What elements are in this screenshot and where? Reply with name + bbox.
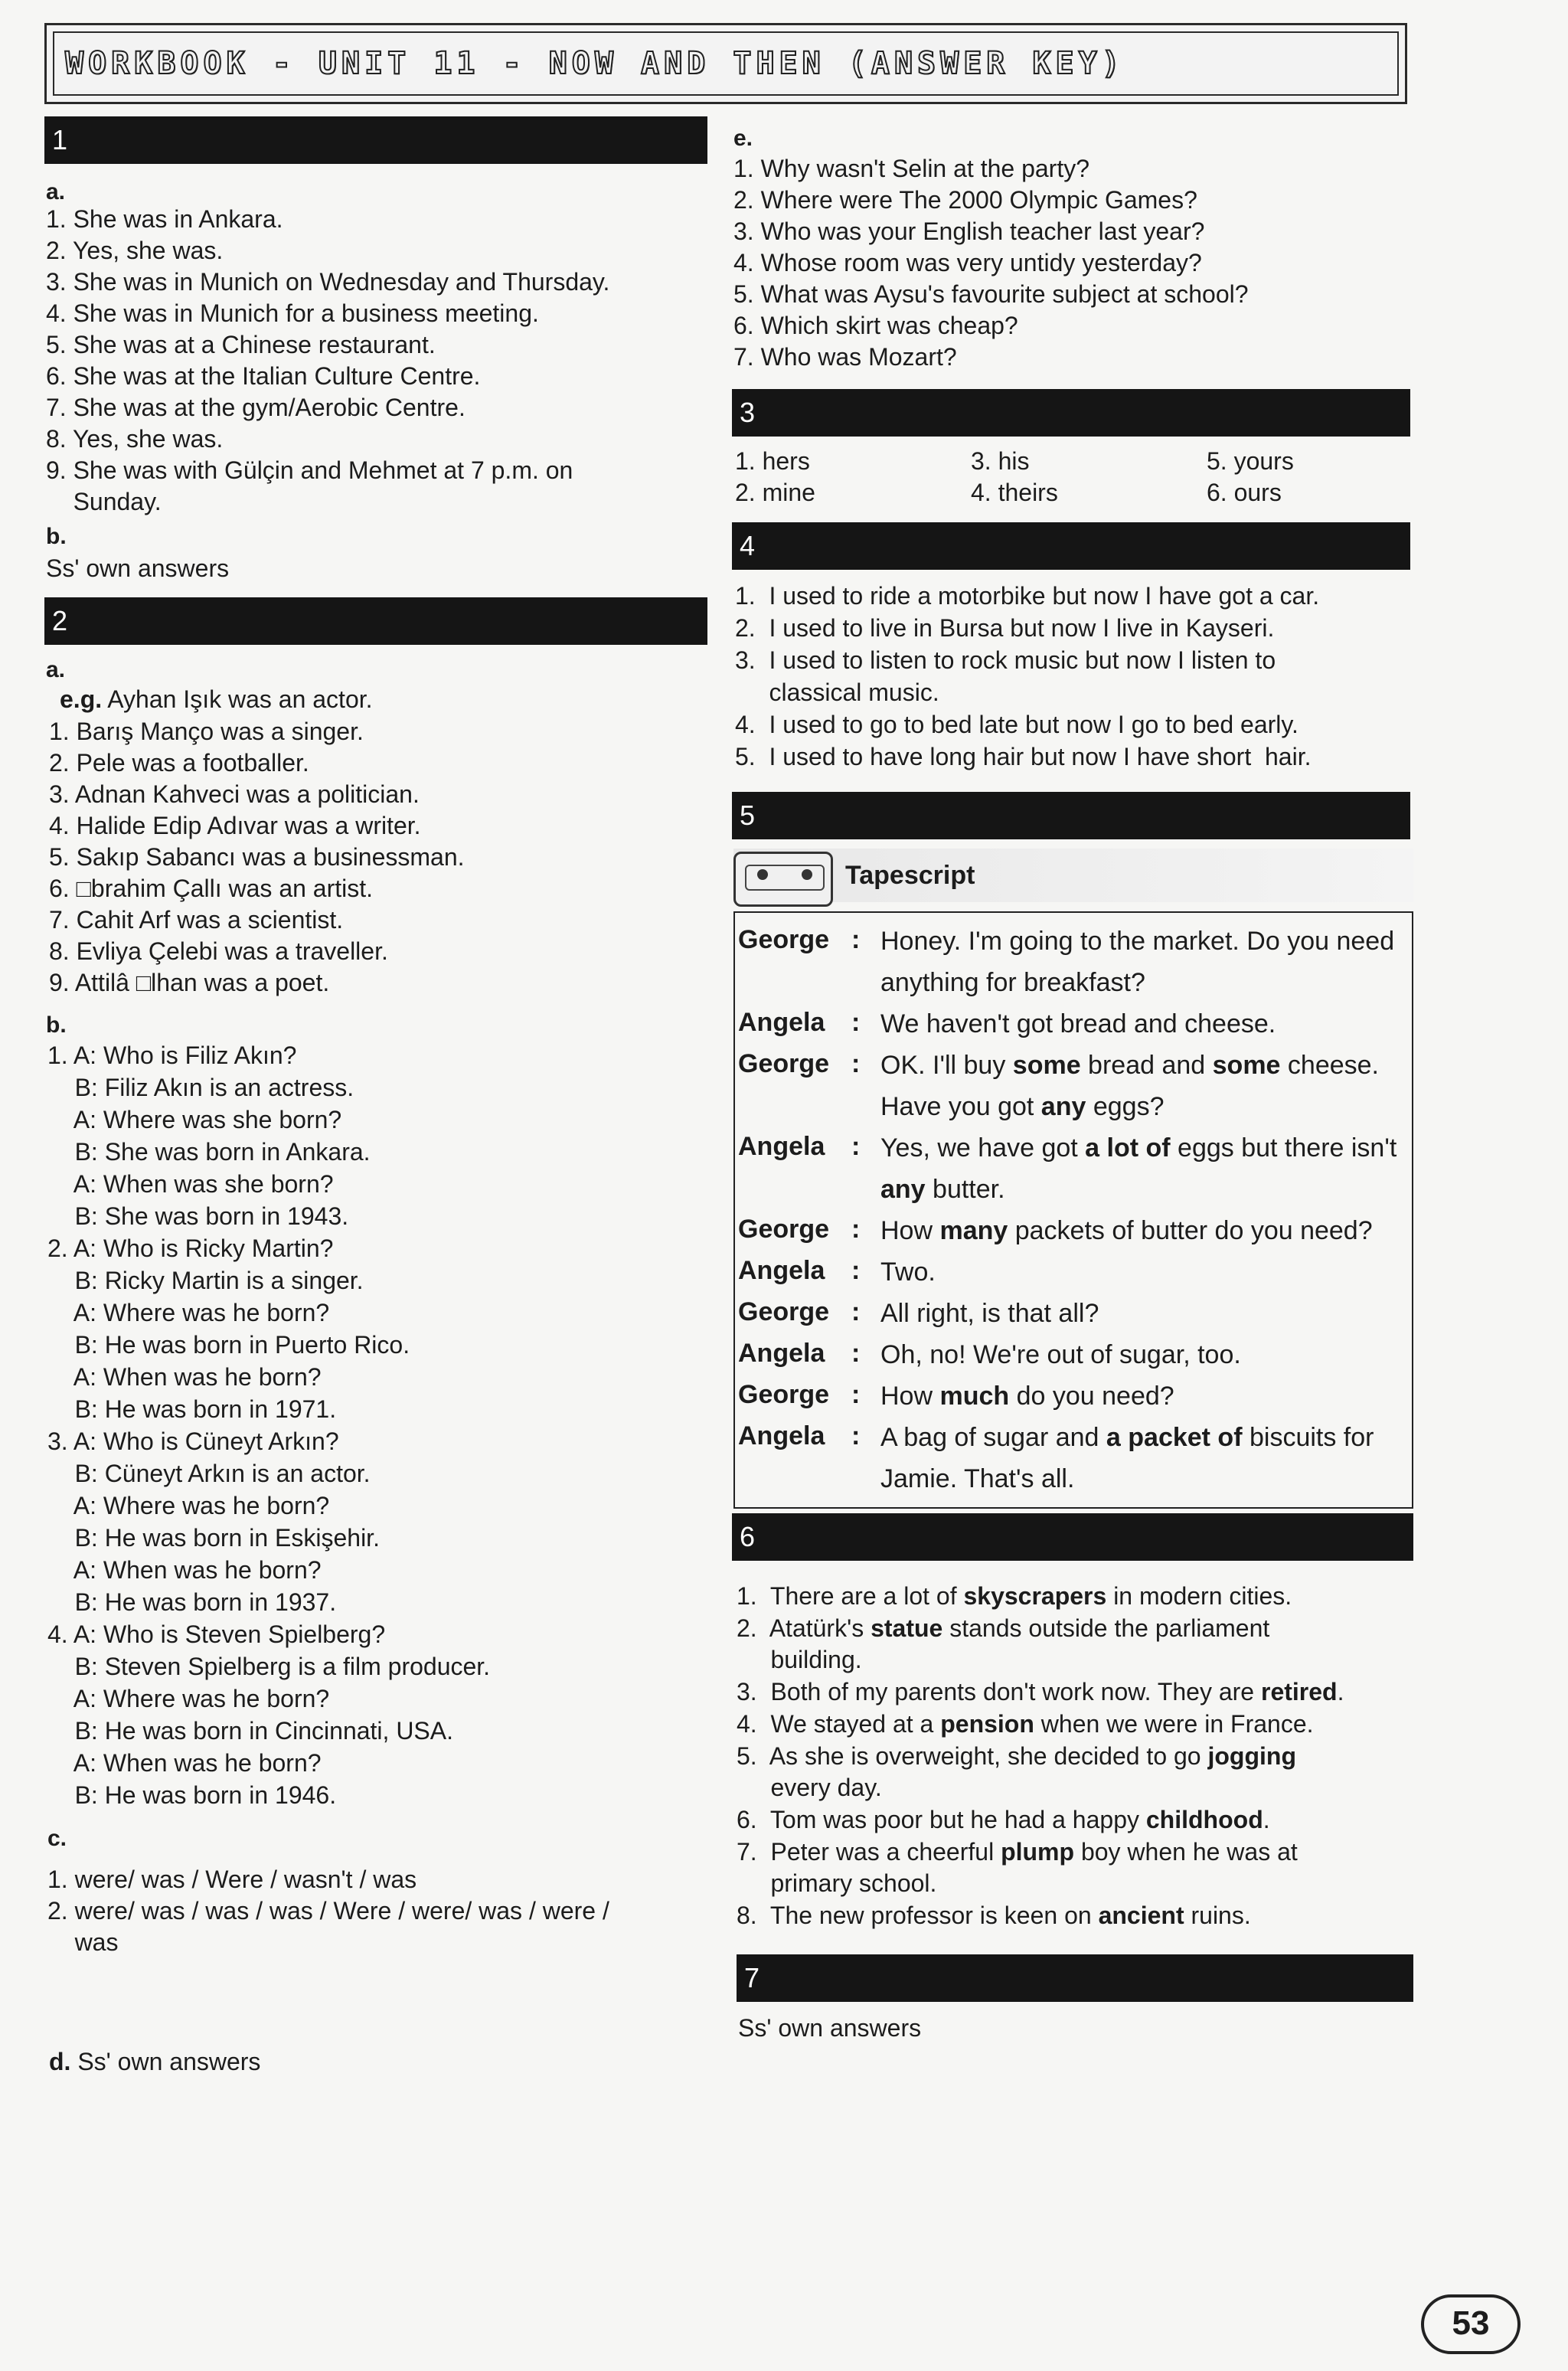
list-item: A: When was he born? (47, 1363, 322, 1391)
list-item: A: Where was she born? (47, 1106, 342, 1133)
list-item: A: When was she born? (47, 1170, 334, 1198)
dialogue-line: We haven't got bread and cheese. (880, 1009, 1276, 1038)
list-item: every day. (737, 1774, 882, 1801)
list-item: classical music. (735, 679, 939, 706)
section-6-number: 6 (740, 1521, 756, 1552)
list-item: B: Steven Spielberg is a film producer. (47, 1653, 491, 1680)
page-title: WORKBOOK - UNIT 11 - NOW AND THEN (ANSWER KEY) (65, 46, 1125, 81)
list-item: 4. theirs (971, 479, 1058, 506)
colon: : (851, 925, 861, 954)
list-item: 8. The new professor is keen on ancient ruins. (737, 1902, 1251, 1929)
list-item: 3. Adnan Kahveci was a politician. (49, 780, 420, 808)
colon: : (851, 1215, 861, 1244)
list-item: 2. I used to live in Bursa but now I live in Kayseri. (735, 614, 1275, 642)
section-2-header (44, 597, 707, 645)
list-item: 3. his (971, 447, 1030, 475)
speaker-name: George (738, 1215, 830, 1244)
list-item: B: He was born in 1971. (47, 1395, 337, 1423)
colon: : (851, 1339, 861, 1368)
section-1-header (44, 116, 707, 164)
list-item: 3. Both of my parents don't work now. They are retired. (737, 1678, 1344, 1705)
list-item: 4. Halide Edip Adıvar was a writer. (49, 812, 421, 839)
section-1-number: 1 (52, 124, 68, 155)
list-item: building. (737, 1646, 862, 1673)
colon: : (851, 1297, 861, 1326)
list-item: was (47, 1928, 119, 1956)
list-item: B: He was born in 1946. (47, 1781, 337, 1809)
list-item: 5. Sakıp Sabancı was a businessman. (49, 843, 465, 871)
list-item: 2. Pele was a footballer. (49, 749, 309, 777)
list-item: B: He was born in Puerto Rico. (47, 1331, 410, 1359)
s2-b-label: b. (46, 1012, 67, 1038)
dialogue-line: A bag of sugar and a packet of biscuits for Jamie. That's all. (880, 1423, 1374, 1493)
eg-label: e.g. (60, 685, 103, 713)
section-6-header (732, 1513, 1413, 1561)
colon: : (851, 1008, 861, 1037)
list-item: 5. I used to have long hair but now I have short hair. (735, 743, 1312, 770)
title-frame (53, 31, 1399, 96)
s1-b-label: b. (46, 524, 67, 549)
list-item: 4. A: Who is Steven Spielberg? (47, 1620, 386, 1648)
dialogue-line: Honey. I'm going to the market. Do you need anything for breakfast? (880, 927, 1395, 997)
list-item: 2. were/ was / was / was / Were / were/ was / were / (47, 1897, 609, 1925)
list-item: 4. We stayed at a pension when we were in France. (737, 1710, 1314, 1738)
s2-d-label: d. (49, 2048, 71, 2075)
speaker-name: George (738, 1380, 830, 1409)
list-item: A: Where was he born? (47, 1299, 330, 1326)
list-item: A: When was he born? (47, 1749, 322, 1777)
list-item: 6. She was at the Italian Culture Centre. (46, 362, 481, 390)
list-item: 3. She was in Munich on Wednesday and Thursday. (46, 268, 610, 296)
s2-d-text: Ss' own answers (70, 2048, 261, 2075)
section-3-number: 3 (740, 397, 756, 428)
list-item: 8. Evliya Çelebi was a traveller. (49, 937, 388, 965)
list-item: 5. As she is overweight, she decided to go jogging (737, 1742, 1296, 1770)
list-item: 1. were/ was / Were / wasn't / was (47, 1866, 417, 1893)
eg-text: Ayhan Işık was an actor. (102, 685, 373, 713)
cassette-reel (757, 869, 768, 880)
section-2-number: 2 (52, 605, 68, 636)
colon: : (851, 1049, 861, 1078)
list-item: 1. Why wasn't Selin at the party? (733, 155, 1089, 182)
list-item: 3. I used to listen to rock music but now I listen to (735, 646, 1276, 674)
list-item: 6. Tom was poor but he had a happy childhood. (737, 1806, 1270, 1833)
dialogue-line: OK. I'll buy some bread and some cheese. Have you got any eggs? (880, 1051, 1379, 1121)
list-item: B: She was born in 1943. (47, 1202, 349, 1230)
list-item: 5. She was at a Chinese restaurant. (46, 331, 436, 358)
list-item: 4. Whose room was very untidy yesterday? (733, 249, 1202, 276)
speaker-name: Angela (738, 1132, 825, 1161)
list-item: 2. Yes, she was. (46, 237, 224, 264)
list-item: 4. I used to go to bed late but now I go to bed early. (735, 711, 1298, 738)
list-item: 1. hers (735, 447, 810, 475)
speaker-name: George (738, 925, 830, 954)
list-item: B: Filiz Akın is an actress. (47, 1074, 354, 1101)
title-banner (44, 23, 1407, 104)
list-item: 2. mine (735, 479, 815, 506)
s2-e-label: e. (733, 126, 753, 151)
list-item: 2. A: Who is Ricky Martin? (47, 1235, 334, 1262)
dialogue-line: All right, is that all? (880, 1299, 1099, 1328)
list-item: 1. There are a lot of skyscrapers in modern cities. (737, 1582, 1292, 1610)
speaker-name: Angela (738, 1256, 825, 1285)
list-item: 9. Attilâ □lhan was a poet. (49, 969, 330, 996)
cassette-window (745, 865, 825, 891)
list-item: B: She was born in Ankara. (47, 1138, 371, 1166)
section-4-header (732, 522, 1410, 570)
list-item: B: He was born in Eskişehir. (47, 1524, 380, 1552)
s2-example (60, 685, 373, 714)
list-item: 1. She was in Ankara. (46, 205, 283, 233)
list-item: 6. □brahim Çallı was an artist. (49, 875, 374, 902)
cassette-icon (733, 852, 833, 907)
list-item: 1. Barış Manço was a singer. (49, 718, 364, 745)
s1-b-text: Ss' own answers (46, 554, 230, 582)
list-item: A: Where was he born? (47, 1685, 330, 1712)
list-item: 1. A: Who is Filiz Akın? (47, 1042, 297, 1069)
list-item: 7. Peter was a cheerful plump boy when he was at (737, 1838, 1298, 1866)
list-item: 3. Who was your English teacher last year? (733, 217, 1205, 245)
colon: : (851, 1132, 861, 1161)
list-item: 3. A: Who is Cüneyt Arkın? (47, 1428, 339, 1455)
dialogue-line: Yes, we have got a lot of eggs but there isn't any butter. (880, 1133, 1397, 1204)
dialogue-line: Two. (880, 1257, 936, 1287)
list-item: 2. Where were The 2000 Olympic Games? (733, 186, 1197, 214)
colon: : (851, 1256, 861, 1285)
colon: : (851, 1380, 861, 1409)
section-5-header (732, 792, 1410, 839)
list-item: A: When was he born? (47, 1556, 322, 1584)
list-item: B: Cüneyt Arkın is an actor. (47, 1460, 371, 1487)
list-item: 6. Which skirt was cheap? (733, 312, 1018, 339)
dialogue-line: How much do you need? (880, 1382, 1174, 1411)
list-item: 4. She was in Munich for a business meeting. (46, 299, 539, 327)
s7-text: Ss' own answers (738, 2014, 922, 2042)
tapescript-header (733, 849, 1413, 902)
list-item: primary school. (737, 1869, 937, 1897)
list-item: A: Where was he born? (47, 1492, 330, 1519)
speaker-name: Angela (738, 1421, 825, 1450)
list-item: 9. She was with Gülçin and Mehmet at 7 p.m. on (46, 456, 573, 484)
tapescript-label: Tapescript (845, 861, 975, 890)
speaker-name: Angela (738, 1008, 825, 1037)
dialogue-line: How many packets of butter do you need? (880, 1216, 1373, 1245)
speaker-name: George (738, 1297, 830, 1326)
list-item: 8. Yes, she was. (46, 425, 224, 453)
section-7-header (737, 1954, 1413, 2002)
list-item: B: He was born in Cincinnati, USA. (47, 1717, 453, 1745)
s2-c-label: c. (47, 1826, 67, 1851)
section-4-number: 4 (740, 530, 756, 561)
s1-a-label: a. (46, 179, 66, 204)
s2-d (49, 2048, 260, 2076)
list-item: 7. She was at the gym/Aerobic Centre. (46, 394, 466, 421)
cassette-reel (802, 869, 812, 880)
list-item: 1. I used to ride a motorbike but now I have got a car. (735, 582, 1320, 610)
list-item: B: He was born in 1937. (47, 1588, 337, 1616)
list-item: 5. What was Aysu's favourite subject at school? (733, 280, 1249, 308)
list-item: 5. yours (1207, 447, 1294, 475)
section-3-header (732, 389, 1410, 437)
dialogue-line: Oh, no! We're out of sugar, too. (880, 1340, 1241, 1369)
colon: : (851, 1421, 861, 1450)
speaker-name: George (738, 1049, 830, 1078)
s2-a-label: a. (46, 657, 66, 682)
speaker-name: Angela (738, 1339, 825, 1368)
section-5-number: 5 (740, 800, 756, 831)
list-item: 7. Who was Mozart? (733, 343, 957, 371)
list-item: 2. Atatürk's statue stands outside the parliament (737, 1614, 1270, 1642)
page-number: 53 (1421, 2294, 1521, 2354)
list-item: 6. ours (1207, 479, 1282, 506)
list-item: B: Ricky Martin is a singer. (47, 1267, 364, 1294)
list-item: Sunday. (46, 488, 162, 515)
section-7-number: 7 (744, 1962, 760, 1993)
list-item: 7. Cahit Arf was a scientist. (49, 906, 344, 934)
